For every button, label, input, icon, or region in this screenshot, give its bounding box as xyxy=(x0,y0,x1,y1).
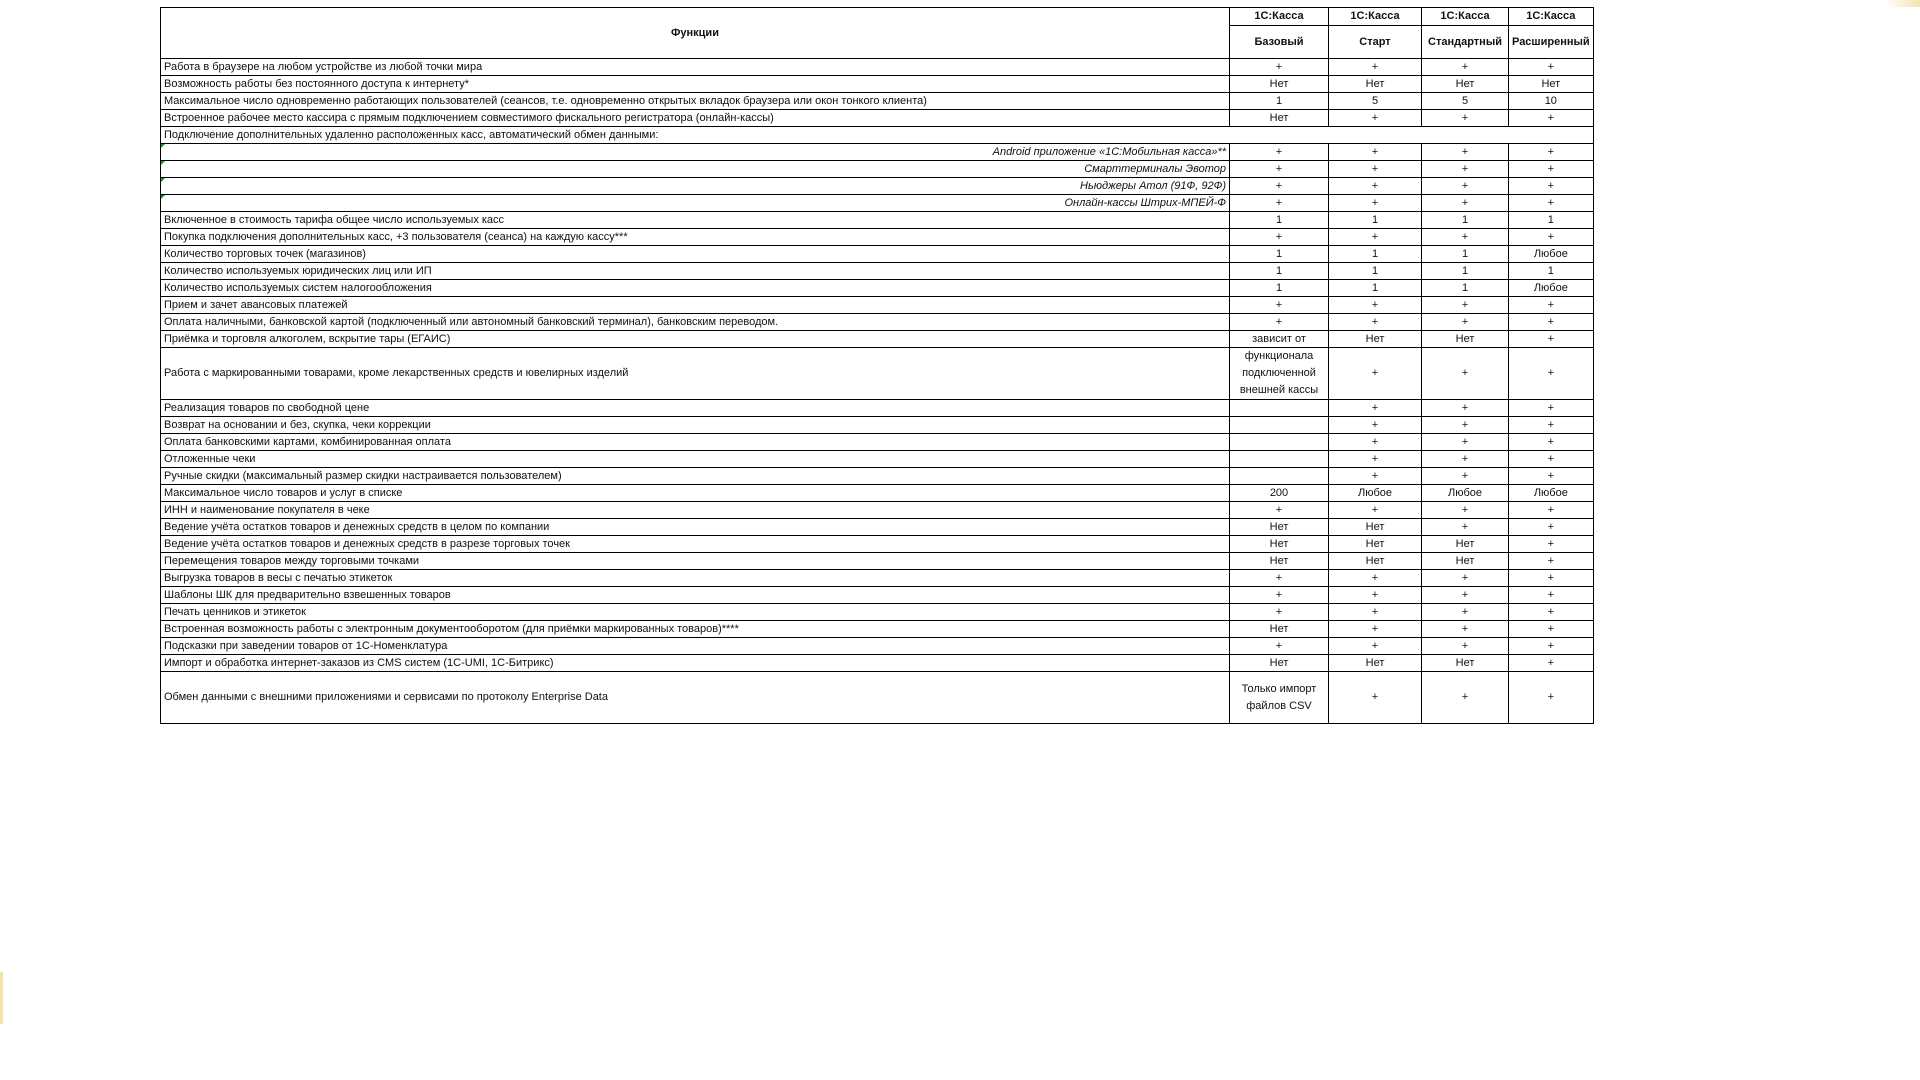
cell-basic: Нет xyxy=(1230,519,1329,536)
cell-extended: 1 xyxy=(1509,263,1594,280)
cell-start: + xyxy=(1329,348,1422,400)
cell-standard: + xyxy=(1422,229,1509,246)
cell-extended: Нет xyxy=(1509,76,1594,93)
row-label: Android приложение «1С:Мобильная касса»** xyxy=(161,144,1230,161)
cell-standard: 1 xyxy=(1422,280,1509,297)
table-row xyxy=(161,570,1594,587)
cell-extended: + xyxy=(1509,314,1594,331)
row-label: Ручные скидки (максимальный размер скидки настраивается пользователем) xyxy=(161,468,1230,485)
cell-extended: + xyxy=(1509,553,1594,570)
cell-start: Нет xyxy=(1329,655,1422,672)
cell-start: + xyxy=(1329,621,1422,638)
row-label: Прием и зачет авансовых платежей xyxy=(161,297,1230,314)
table-row xyxy=(161,110,1594,127)
row-label: Количество используемых юридических лиц или ИП xyxy=(161,263,1230,280)
cell-extended: + xyxy=(1509,178,1594,195)
cell-standard: Нет xyxy=(1422,536,1509,553)
cell-basic: + xyxy=(1230,195,1329,212)
cell-extended: + xyxy=(1509,161,1594,178)
table-row xyxy=(161,161,1594,178)
table-row xyxy=(161,93,1594,110)
cell-start: 5 xyxy=(1329,93,1422,110)
cell-basic: Нет xyxy=(1230,655,1329,672)
cell-basic: зависит от xyxy=(1230,331,1329,348)
row-label: Оплата наличными, банковской картой (подключенный или автономный банковский терминал), банковским переводом. xyxy=(161,314,1230,331)
cell-standard: + xyxy=(1422,604,1509,621)
cell-standard: + xyxy=(1422,638,1509,655)
row-label: Онлайн-кассы Штрих-МПЕЙ-Ф xyxy=(161,195,1230,212)
cell-basic xyxy=(1230,434,1329,451)
cell-extended: Любое xyxy=(1509,280,1594,297)
table-row xyxy=(161,672,1594,724)
cell-start: Нет xyxy=(1329,76,1422,93)
cell-standard: + xyxy=(1422,672,1509,724)
cell-extended: + xyxy=(1509,604,1594,621)
row-label: Ведение учёта остатков товаров и денежных средств в разрезе торговых точек xyxy=(161,536,1230,553)
table-row xyxy=(161,246,1594,263)
table-row xyxy=(161,59,1594,76)
cell-extended: + xyxy=(1509,59,1594,76)
cell-basic xyxy=(1230,417,1329,434)
tariff-header-start: Старт xyxy=(1329,26,1422,59)
row-label: Печать ценников и этикеток xyxy=(161,604,1230,621)
table-row xyxy=(161,229,1594,246)
cell-standard: 1 xyxy=(1422,212,1509,229)
table-row xyxy=(161,587,1594,604)
table-row xyxy=(161,451,1594,468)
cell-standard: + xyxy=(1422,400,1509,417)
cell-standard: + xyxy=(1422,144,1509,161)
table-body xyxy=(161,59,1594,724)
row-label: Подсказки при заведении товаров от 1С-Номенклатура xyxy=(161,638,1230,655)
cell-start: + xyxy=(1329,451,1422,468)
cell-start: Нет xyxy=(1329,331,1422,348)
cell-standard: + xyxy=(1422,502,1509,519)
cell-extended: Любое xyxy=(1509,485,1594,502)
cell-basic: 1 xyxy=(1230,263,1329,280)
cell-standard: Нет xyxy=(1422,331,1509,348)
cell-start: + xyxy=(1329,229,1422,246)
row-label: Оплата банковскими картами, комбинированная оплата xyxy=(161,434,1230,451)
cell-basic: функционала подключенной внешней кассы xyxy=(1230,348,1329,400)
tariff-header-standard: Стандартный xyxy=(1422,26,1509,59)
row-label: Количество торговых точек (магазинов) xyxy=(161,246,1230,263)
cell-standard: Нет xyxy=(1422,655,1509,672)
cell-start: + xyxy=(1329,672,1422,724)
table-row xyxy=(161,638,1594,655)
cell-basic: 1 xyxy=(1230,280,1329,297)
cell-basic: + xyxy=(1230,604,1329,621)
row-label: Перемещения товаров между торговыми точками xyxy=(161,553,1230,570)
cell-start: + xyxy=(1329,417,1422,434)
cell-extended: + xyxy=(1509,195,1594,212)
cell-start: + xyxy=(1329,587,1422,604)
cell-basic: Нет xyxy=(1230,76,1329,93)
cell-extended: + xyxy=(1509,451,1594,468)
cell-extended: + xyxy=(1509,434,1594,451)
row-label: Встроенное рабочее место кассира с прямым подключением совместимого фискального регистратора (онлайн-кассы) xyxy=(161,110,1230,127)
cell-extended: + xyxy=(1509,502,1594,519)
table-row xyxy=(161,655,1594,672)
cell-basic xyxy=(1230,468,1329,485)
table-row xyxy=(161,280,1594,297)
row-label: Количество используемых систем налогообложения xyxy=(161,280,1230,297)
row-label: Смарттерминалы Эвотор xyxy=(161,161,1230,178)
cell-start: + xyxy=(1329,314,1422,331)
cell-standard: + xyxy=(1422,178,1509,195)
cell-start: + xyxy=(1329,144,1422,161)
table-row xyxy=(161,536,1594,553)
cell-start: 1 xyxy=(1329,212,1422,229)
row-label: Выгрузка товаров в весы с печатью этикеток xyxy=(161,570,1230,587)
cell-basic: + xyxy=(1230,144,1329,161)
row-label: Подключение дополнительных удаленно расположенных касс, автоматический обмен данными: xyxy=(161,127,1594,144)
cell-standard: + xyxy=(1422,451,1509,468)
cell-extended: + xyxy=(1509,468,1594,485)
cell-basic: + xyxy=(1230,570,1329,587)
cell-standard: + xyxy=(1422,417,1509,434)
table-row xyxy=(161,621,1594,638)
cell-start: Нет xyxy=(1329,553,1422,570)
cell-start: + xyxy=(1329,570,1422,587)
row-label: Максимальное число товаров и услуг в списке xyxy=(161,485,1230,502)
row-label: Ведение учёта остатков товаров и денежных средств в целом по компании xyxy=(161,519,1230,536)
cell-extended: + xyxy=(1509,672,1594,724)
cell-basic: + xyxy=(1230,178,1329,195)
cell-start: + xyxy=(1329,638,1422,655)
table-row xyxy=(161,76,1594,93)
section-row xyxy=(161,127,1594,144)
cell-extended: + xyxy=(1509,587,1594,604)
cell-start: + xyxy=(1329,297,1422,314)
cell-extended: + xyxy=(1509,144,1594,161)
cell-basic: + xyxy=(1230,161,1329,178)
table-row xyxy=(161,195,1594,212)
cell-start: + xyxy=(1329,59,1422,76)
cell-standard: 5 xyxy=(1422,93,1509,110)
row-label: Покупка подключения дополнительных касс, +3 пользователя (сеанса) на каждую кассу*** xyxy=(161,229,1230,246)
cell-basic: + xyxy=(1230,297,1329,314)
cell-extended: + xyxy=(1509,570,1594,587)
table-row xyxy=(161,212,1594,229)
cell-basic: + xyxy=(1230,502,1329,519)
table-row xyxy=(161,502,1594,519)
table-row xyxy=(161,314,1594,331)
cell-standard: 1 xyxy=(1422,246,1509,263)
cell-standard: + xyxy=(1422,519,1509,536)
row-label: Шаблоны ШК для предварительно взвешенных товаров xyxy=(161,587,1230,604)
row-label: Отложенные чеки xyxy=(161,451,1230,468)
cell-basic: Нет xyxy=(1230,536,1329,553)
cell-standard: Нет xyxy=(1422,76,1509,93)
cell-extended: + xyxy=(1509,621,1594,638)
cell-start: + xyxy=(1329,502,1422,519)
row-label: Работа с маркированными товарами, кроме лекарственных средств и ювелирных изделий xyxy=(161,348,1230,400)
cell-extended: + xyxy=(1509,400,1594,417)
cell-basic: + xyxy=(1230,638,1329,655)
cell-extended: Любое xyxy=(1509,246,1594,263)
cell-standard: + xyxy=(1422,468,1509,485)
sheet-edge-accent-left xyxy=(0,972,3,1024)
cell-standard: + xyxy=(1422,110,1509,127)
row-label: Работа в браузере на любом устройстве из любой точки мира xyxy=(161,59,1230,76)
tariff-comparison-table xyxy=(160,7,1594,724)
row-label: Реализация товаров по свободной цене xyxy=(161,400,1230,417)
table-row xyxy=(161,348,1594,400)
cell-standard: + xyxy=(1422,59,1509,76)
table-row xyxy=(161,417,1594,434)
cell-basic xyxy=(1230,451,1329,468)
table-row xyxy=(161,553,1594,570)
cell-extended: + xyxy=(1509,331,1594,348)
table-row xyxy=(161,604,1594,621)
cell-standard: + xyxy=(1422,297,1509,314)
table-row xyxy=(161,519,1594,536)
cell-standard: + xyxy=(1422,161,1509,178)
cell-standard: Любое xyxy=(1422,485,1509,502)
cell-basic: Нет xyxy=(1230,621,1329,638)
cell-start: Нет xyxy=(1329,519,1422,536)
cell-extended: + xyxy=(1509,655,1594,672)
row-label: Приёмка и торговля алкоголем, вскрытие тары (ЕГАИС) xyxy=(161,331,1230,348)
cell-basic: 1 xyxy=(1230,93,1329,110)
table-row xyxy=(161,468,1594,485)
cell-start: 1 xyxy=(1329,280,1422,297)
table-row xyxy=(161,297,1594,314)
row-label: Встроенная возможность работы с электронным документооборотом (для приёмки маркированных товаров)**** xyxy=(161,621,1230,638)
cell-standard: 1 xyxy=(1422,263,1509,280)
table-row xyxy=(161,331,1594,348)
table-row xyxy=(161,434,1594,451)
row-label: ИНН и наименование покупателя в чеке xyxy=(161,502,1230,519)
cell-standard: + xyxy=(1422,434,1509,451)
row-label: Ньюджеры Атол (91Ф, 92Ф) xyxy=(161,178,1230,195)
cell-start: + xyxy=(1329,178,1422,195)
row-label: Возврат на основании и без, скупка, чеки коррекции xyxy=(161,417,1230,434)
cell-start: + xyxy=(1329,161,1422,178)
cell-start: + xyxy=(1329,400,1422,417)
cell-standard: + xyxy=(1422,587,1509,604)
row-label: Включенное в стоимость тарифа общее число используемых касс xyxy=(161,212,1230,229)
cell-start: + xyxy=(1329,468,1422,485)
cell-basic: 200 xyxy=(1230,485,1329,502)
table-row xyxy=(161,485,1594,502)
cell-basic: Нет xyxy=(1230,110,1329,127)
row-label: Обмен данными с внешними приложениями и сервисами по протоколу Enterprise Data xyxy=(161,672,1230,724)
row-label: Максимальное число одновременно работающих пользователей (сеансов, т.е. одновременно открытых вкладок браузера или окон тонкого клиента) xyxy=(161,93,1230,110)
cell-start: + xyxy=(1329,604,1422,621)
cell-start: 1 xyxy=(1329,246,1422,263)
functions-header: Функции xyxy=(161,8,1230,59)
cell-standard: + xyxy=(1422,621,1509,638)
cell-extended: + xyxy=(1509,638,1594,655)
cell-basic: + xyxy=(1230,59,1329,76)
cell-start: Любое xyxy=(1329,485,1422,502)
cell-standard: Нет xyxy=(1422,553,1509,570)
cell-extended: 1 xyxy=(1509,212,1594,229)
cell-start: 1 xyxy=(1329,263,1422,280)
product-header: 1С:Касса xyxy=(1230,8,1329,26)
cell-extended: + xyxy=(1509,229,1594,246)
cell-standard: + xyxy=(1422,570,1509,587)
cell-basic: Только импорт файлов CSV xyxy=(1230,672,1329,724)
row-label: Импорт и обработка интернет-заказов из CMS систем (1С-UMI, 1С-Битрикс) xyxy=(161,655,1230,672)
cell-basic xyxy=(1230,400,1329,417)
table-row xyxy=(161,263,1594,280)
cell-extended: 10 xyxy=(1509,93,1594,110)
cell-standard: + xyxy=(1422,195,1509,212)
sheet-edge-accent xyxy=(1886,0,1920,7)
cell-basic: 1 xyxy=(1230,212,1329,229)
cell-extended: + xyxy=(1509,110,1594,127)
cell-basic: 1 xyxy=(1230,246,1329,263)
cell-start: + xyxy=(1329,110,1422,127)
cell-basic: + xyxy=(1230,314,1329,331)
cell-extended: + xyxy=(1509,297,1594,314)
cell-start: + xyxy=(1329,195,1422,212)
cell-basic: + xyxy=(1230,229,1329,246)
cell-extended: + xyxy=(1509,417,1594,434)
cell-basic: + xyxy=(1230,587,1329,604)
cell-basic: Нет xyxy=(1230,553,1329,570)
product-header: 1С:Касса xyxy=(1329,8,1422,26)
cell-standard: + xyxy=(1422,314,1509,331)
cell-start: Нет xyxy=(1329,536,1422,553)
header-row-products xyxy=(161,8,1594,26)
table-row xyxy=(161,178,1594,195)
cell-extended: + xyxy=(1509,536,1594,553)
row-label: Возможность работы без постоянного доступа к интернету* xyxy=(161,76,1230,93)
table-row xyxy=(161,144,1594,161)
cell-extended: + xyxy=(1509,519,1594,536)
cell-extended: + xyxy=(1509,348,1594,400)
cell-standard: + xyxy=(1422,348,1509,400)
product-header: 1С:Касса xyxy=(1509,8,1594,26)
cell-start: + xyxy=(1329,434,1422,451)
product-header: 1С:Касса xyxy=(1422,8,1509,26)
table-row xyxy=(161,400,1594,417)
tariff-header-basic: Базовый xyxy=(1230,26,1329,59)
tariff-header-extended: Расширенный xyxy=(1509,26,1594,59)
